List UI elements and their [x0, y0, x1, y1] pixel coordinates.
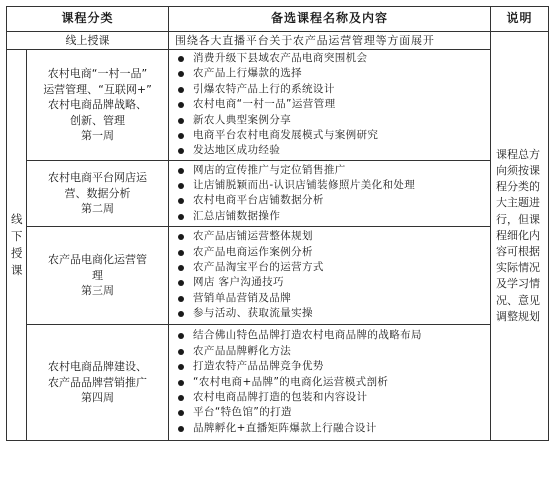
week-number: 第一周	[81, 129, 114, 143]
course-item: “农村电商+品牌”的电商化运营模式剖析	[177, 375, 490, 390]
week-title-3	[27, 226, 169, 324]
week-items-1	[169, 50, 491, 161]
header-note: 说明	[491, 7, 549, 32]
course-item: 网店 客户沟通技巧	[177, 275, 490, 290]
week-row-4	[7, 324, 549, 440]
week-items-3	[169, 226, 491, 324]
course-item: 参与活动、获取流量实操	[177, 306, 490, 321]
course-item: 让店铺脱颖而出-认识店铺装修照片美化和处理	[177, 178, 490, 193]
course-table-page	[6, 6, 548, 482]
course-list	[169, 327, 490, 437]
week-items-2	[169, 160, 491, 226]
course-table	[6, 6, 549, 441]
course-item: 结合佛山特色品牌打造农村电商品牌的战略布局	[177, 328, 490, 343]
course-item: 营销单品营销及品牌	[177, 291, 490, 306]
week-row-2	[7, 160, 549, 226]
week-number: 第四周	[81, 391, 114, 405]
week-title-line: 运营管理、“互联网+”	[43, 82, 152, 96]
week-number: 第三周	[81, 284, 114, 298]
online-content: 围绕各大直播平台关于农产品运营管理等方面展开	[169, 32, 491, 50]
week-title-line: 理	[92, 268, 103, 282]
course-item: 新农人典型案例分享	[177, 113, 490, 128]
week-title-2	[27, 160, 169, 226]
week-title-line: 农村电商品牌建设、	[48, 359, 147, 373]
course-item: 农产品电商运作案例分析	[177, 245, 490, 260]
course-item: 农村电商平台店铺数据分析	[177, 193, 490, 208]
week-title-line: 农产品电商化运营管	[48, 252, 147, 266]
course-list	[169, 50, 490, 160]
week-title-line: 农产品品牌营销推广	[48, 375, 147, 389]
header-row	[7, 7, 549, 32]
course-item: 消费升级下县域农产品电商突围机会	[177, 51, 490, 66]
course-item: 农村电商品牌打造的包装和内容设计	[177, 390, 490, 405]
week-title-line: 农村电商平台网店运	[48, 170, 147, 184]
course-item: 打造农特产品品牌竞争优势	[177, 359, 490, 374]
online-row	[7, 32, 549, 50]
course-list	[169, 162, 490, 226]
week-title-line: 创新、管理	[70, 113, 125, 127]
course-item: 汇总店铺数据操作	[177, 209, 490, 224]
course-item: 农村电商“一村一品”运营管理	[177, 97, 490, 112]
note-cell: 课程总方向须按课程分类的大主题进行，但课程细化内容可根据实际情况及学习情况、意见调整规划	[491, 32, 549, 441]
week-title-4	[27, 324, 169, 440]
week-number: 第二周	[81, 202, 114, 216]
course-item: 农产品上行爆款的选择	[177, 66, 490, 81]
week-title-line: 营、数据分析	[64, 186, 131, 200]
offline-label: 线下授课	[7, 50, 27, 441]
header-course: 备选课程名称及内容	[169, 7, 491, 32]
header-category: 课程分类	[7, 7, 169, 32]
course-item: 网店的宣传推广与定位销售推广	[177, 163, 490, 178]
course-item: 电商平台农村电商发展模式与案例研究	[177, 128, 490, 143]
course-list	[169, 228, 490, 322]
course-item: 农产品品牌孵化方法	[177, 344, 490, 359]
week-row-3	[7, 226, 549, 324]
course-item: 农产品店铺运营整体规划	[177, 229, 490, 244]
course-item: 农产品淘宝平台的运营方式	[177, 260, 490, 275]
week-title-line: 农村电商“一村一品”	[47, 66, 148, 80]
course-item: 平台“特色馆”的打造	[177, 405, 490, 420]
week-row-1	[7, 50, 549, 161]
week-title-line: 农村电商品牌战略、	[48, 98, 147, 112]
course-item: 发达地区成功经验	[177, 143, 490, 158]
week-items-4	[169, 324, 491, 440]
course-item: 引爆农特产品上行的系统设计	[177, 82, 490, 97]
online-label: 线上授课	[7, 32, 169, 50]
week-title-1	[27, 50, 169, 161]
course-item: 品牌孵化+直播矩阵爆款上行融合设计	[177, 421, 490, 436]
